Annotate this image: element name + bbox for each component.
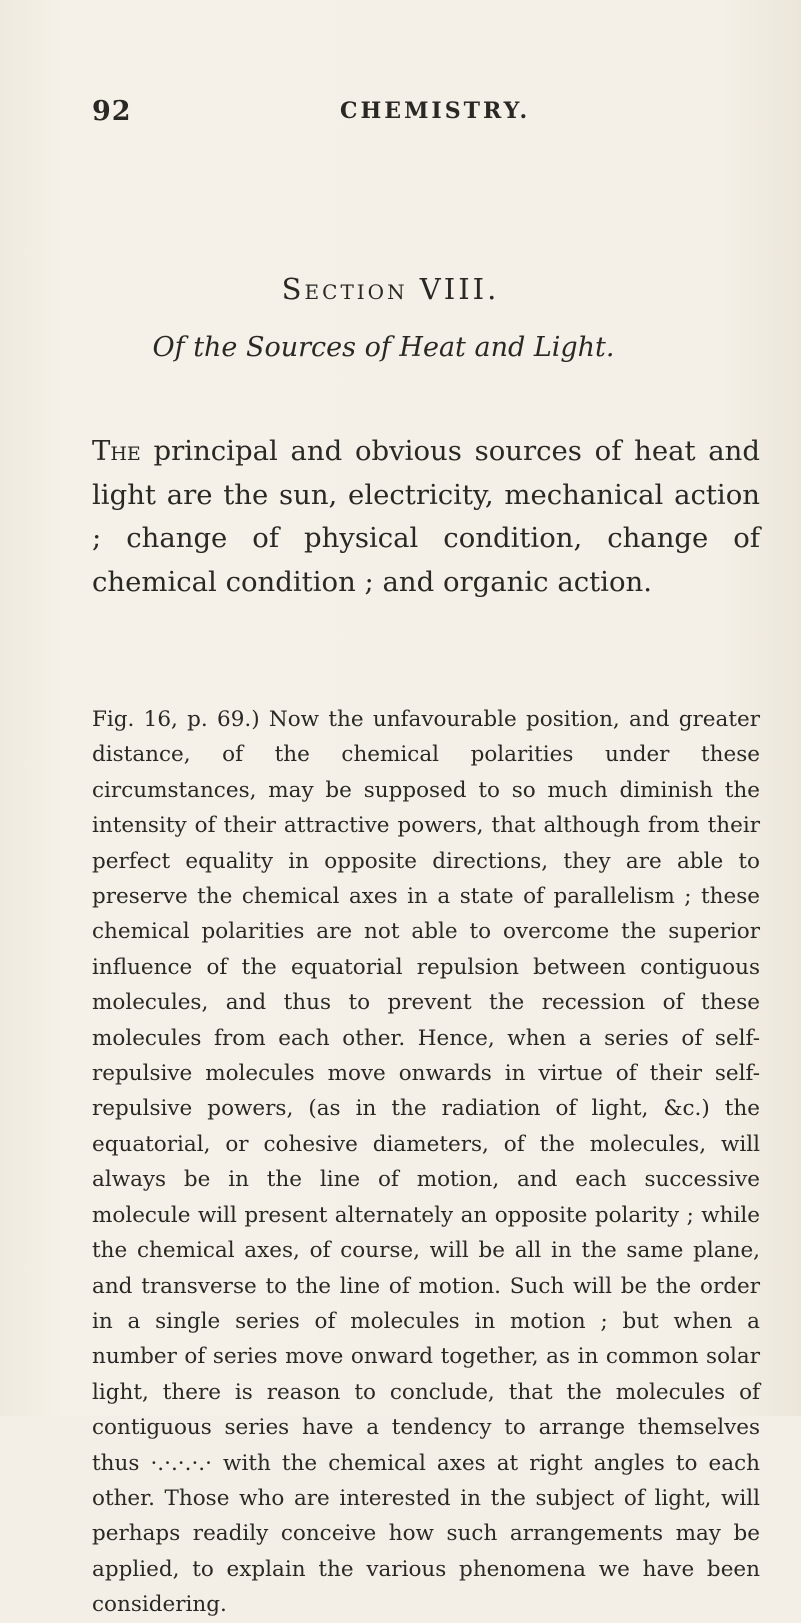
intro-paragraph bbox=[92, 430, 760, 604]
page-number: 92 bbox=[92, 96, 132, 127]
running-head: CHEMISTRY. bbox=[340, 98, 531, 124]
body-paragraph: Fig. 16, p. 69.) Now the unfavourable position, and greater distance, of the chemical polarities under these circumstances, may be supposed to so much diminish the intensity of their attractive powers, that although from their perfect equality in opposite directions, they are able to preserve the chemical axes in a state of parallelism ; these chemical polarities are not able to overcome the superior influence of the equatorial repulsion between contiguous molecules, and thus to prevent the recession of these molecules from each other. Hence, when a series of self-repulsive molecules move onwards in virtue of their self-repulsive powers, (as in the radiation of light, &c.) the equatorial, or cohesive diameters, of the molecules, will always be in the line of motion, and each successive molecule will present alternately an opposite polarity ; while the chemical axes, of course, will be all in the same plane, and transverse to the line of motion. Such will be the order in a single series of molecules in motion ; but when a number of series move onward together, as in common solar light, there is reason to conclude, that the molecules of contiguous series have a tendency to arrange themselves thus ·.·.·.·.· with the chemical axes at right angles to each other. Those who are interested in the subject of light, will perhaps readily conceive how such arrangements may be applied, to explain the various phenomena we have been considering. bbox=[92, 707, 760, 1618]
page-header bbox=[92, 96, 712, 136]
intro-lead-word: The bbox=[92, 435, 141, 467]
section-subtitle: Of the Sources of Heat and Light. bbox=[152, 332, 615, 363]
section-title: Section VIII. bbox=[281, 272, 500, 306]
intro-text: principal and obvious sources of heat and light are the sun, electricity, mechanical action ; change of physical condition, change of chemical condition ; and organic action. bbox=[92, 435, 760, 598]
